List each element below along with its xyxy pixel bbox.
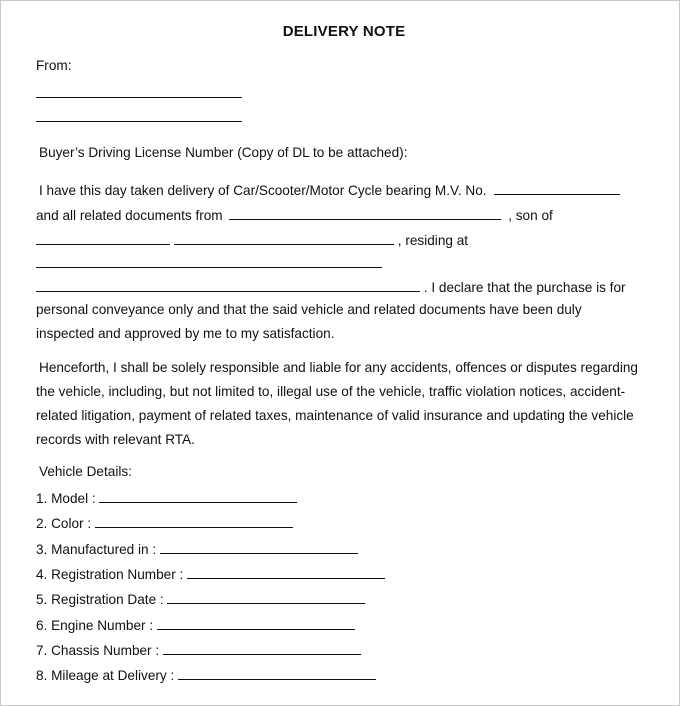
vehicle-detail-mileage <box>36 665 376 685</box>
from-blank-1[interactable] <box>36 97 242 98</box>
vehicle-detail-label: 3. Manufactured in : <box>36 542 157 557</box>
delivered-from-blank[interactable] <box>229 205 501 220</box>
from-blank-2[interactable] <box>36 121 242 122</box>
para1-line3 <box>36 230 468 250</box>
manufactured-blank[interactable] <box>160 539 358 554</box>
para1-line2-start: and all related documents from <box>36 208 223 223</box>
mileage-blank[interactable] <box>178 665 376 680</box>
registration-date-blank[interactable] <box>167 589 365 604</box>
para1-line5-end: . I declare that the purchase is for <box>423 280 626 295</box>
para1-line3-end: , residing at <box>397 233 469 248</box>
para1-line6: personal conveyance only and that the said vehicle and related documents have been duly <box>36 302 582 317</box>
vehicle-detail-engine-number <box>36 615 355 635</box>
vehicle-detail-label: 6. Engine Number : <box>36 618 154 633</box>
para1-line1 <box>39 180 620 200</box>
para2-line1: Henceforth, I shall be solely responsible and liable for any accidents, offences or disputes regarding <box>39 360 638 375</box>
engine-number-blank[interactable] <box>157 615 355 630</box>
vehicle-detail-label: 7. Chassis Number : <box>36 643 160 658</box>
vehicle-detail-label: 2. Color : <box>36 516 92 531</box>
para1-line5 <box>36 277 626 297</box>
para2-line3: related litigation, payment of related taxes, maintenance of valid insurance and updating the vehicle <box>36 408 634 423</box>
chassis-number-blank[interactable] <box>163 640 361 655</box>
residing-at-blank-1[interactable] <box>36 267 382 268</box>
son-of-blank-2[interactable] <box>174 230 394 245</box>
residing-at-blank-2[interactable] <box>36 277 420 292</box>
vehicle-detail-label: 5. Registration Date : <box>36 592 164 607</box>
color-blank[interactable] <box>95 513 293 528</box>
son-of-blank-1[interactable] <box>36 230 170 245</box>
from-label: From: <box>36 58 72 73</box>
vehicle-detail-label: 4. Registration Number : <box>36 567 184 582</box>
vehicle-detail-label: 8. Mileage at Delivery : <box>36 668 175 683</box>
vehicle-detail-label: 1. Model : <box>36 491 96 506</box>
vehicle-details-heading: Vehicle Details: <box>39 464 132 479</box>
license-label: Buyer’s Driving License Number (Copy of DL to be attached): <box>39 145 408 160</box>
para1-line1-text: I have this day taken delivery of Car/Scooter/Motor Cycle bearing M.V. No. <box>39 183 487 198</box>
para2-line4: records with relevant RTA. <box>36 432 195 447</box>
para1-line7: inspected and approved by me to my satisfaction. <box>36 326 335 341</box>
document-title: DELIVERY NOTE <box>282 23 406 40</box>
vehicle-detail-registration-number <box>36 564 385 584</box>
vehicle-detail-chassis-number <box>36 640 361 660</box>
para2-line2: the vehicle, including, but not limited to, illegal use of the vehicle, traffic violation notices, accident- <box>36 384 626 399</box>
vehicle-detail-manufactured <box>36 539 358 559</box>
mv-number-blank[interactable] <box>494 180 620 195</box>
model-blank[interactable] <box>99 488 297 503</box>
registration-number-blank[interactable] <box>187 564 385 579</box>
vehicle-detail-registration-date <box>36 589 365 609</box>
vehicle-detail-color <box>36 513 293 533</box>
para1-line2-end: , son of <box>508 208 553 223</box>
vehicle-detail-model <box>36 488 297 508</box>
para1-line2 <box>36 205 553 225</box>
